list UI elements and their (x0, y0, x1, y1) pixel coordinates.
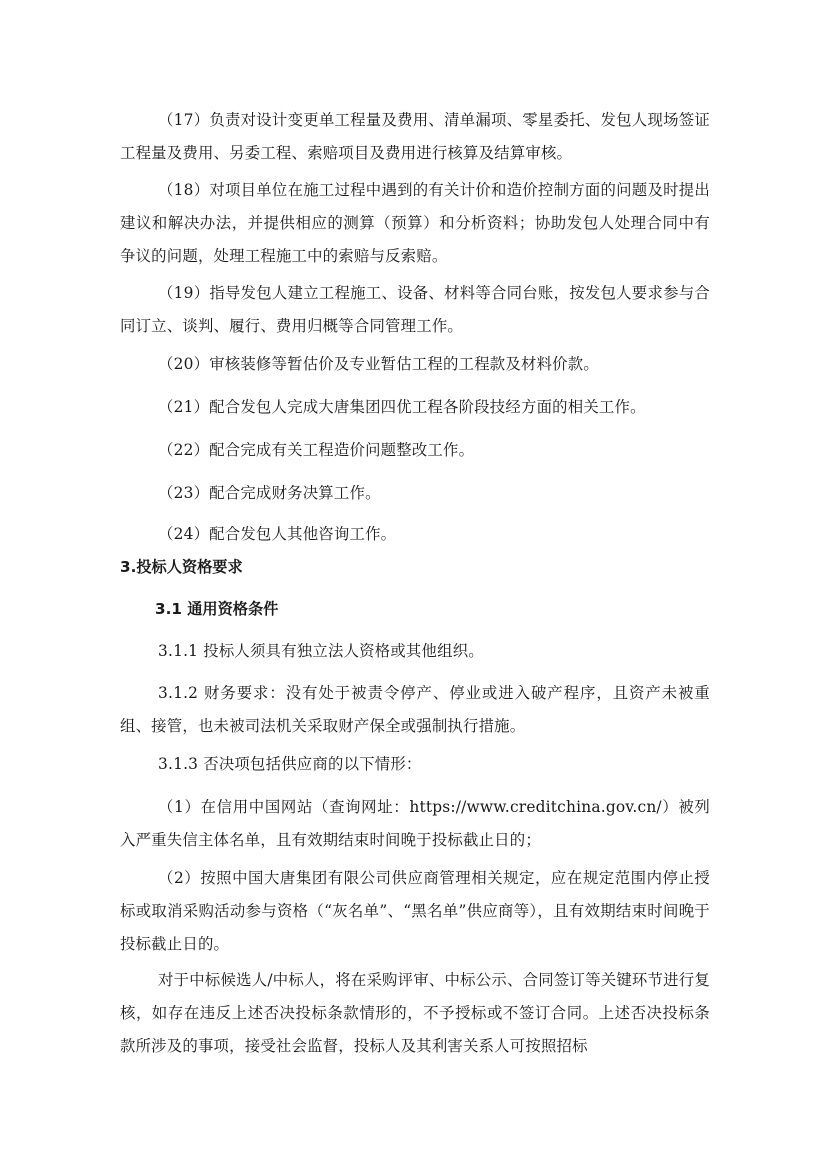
clause-item-1: （1）在信用中国网站（查询网址：https://www.creditchina.gov.cn/）被列入严重失信主体名单，且有效期结束时间晚于投标截止日的； (120, 798, 710, 849)
subsection-heading: 3.1 通用资格条件 (155, 600, 279, 618)
paragraph-23: （23）配合完成财务决算工作。 (158, 484, 381, 502)
paragraph-22: （22）配合完成有关工程造价问题整改工作。 (158, 441, 475, 459)
paragraph-20: （20）审核装修等暂估价及专业暂估工程的工程款及材料价款。 (158, 355, 599, 373)
paragraph-17: （17）负责对设计变更单工程量及费用、清单漏项、零星委托、发包人现场签证工程量及费用、另委工程、索赔项目及费用进行核算及结算审核。 (120, 111, 710, 162)
clause-item-2: （2）按照中国大唐集团有限公司供应商管理相关规定，应在规定范围内停止授标或取消采购活动参与资格（“灰名单”、“黑名单”供应商等），且有效期结束时间晚于投标截止日的。 (120, 869, 710, 953)
paragraph-21: （21）配合发包人完成大唐集团四优工程各阶段技经方面的相关工作。 (158, 398, 646, 416)
paragraph-19: （19）指导发包人建立工程施工、设备、材料等合同台账，按发包人要求参与合同订立、谈判、履行、费用归概等合同管理工作。 (120, 284, 710, 335)
clause-3-1-1: 3.1.1 投标人须具有独立法人资格或其他组织。 (158, 642, 484, 660)
paragraph-18: （18）对项目单位在施工过程中遇到的有关计价和造价控制方面的问题及时提出建议和解决办法，并提供相应的测算（预算）和分析资料；协助发包人处理合同中有争议的问题，处理工程施工中的索赔与反索赔。 (120, 181, 710, 265)
paragraph-24: （24）配合发包人其他咨询工作。 (158, 525, 397, 543)
clause-3-1-2: 3.1.2 财务要求：没有处于被责令停产、停业或进入破产程序，且资产未被重组、接管，也未被司法机关采取财产保全或强制执行措施。 (120, 684, 710, 735)
closing-paragraph: 对于中标候选人/中标人，将在采购评审、中标公示、合同签订等关键环节进行复核，如存在违反上述否决投标条款情形的，不予授标或不签订合同。上述否决投标条款所涉及的事项，接受社会监督，投标人及其利害关系人可按照招标 (120, 971, 710, 1055)
clause-3-1-3: 3.1.3 否决项包括供应商的以下情形： (158, 755, 422, 773)
section-heading: 3.投标人资格要求 (120, 558, 243, 576)
